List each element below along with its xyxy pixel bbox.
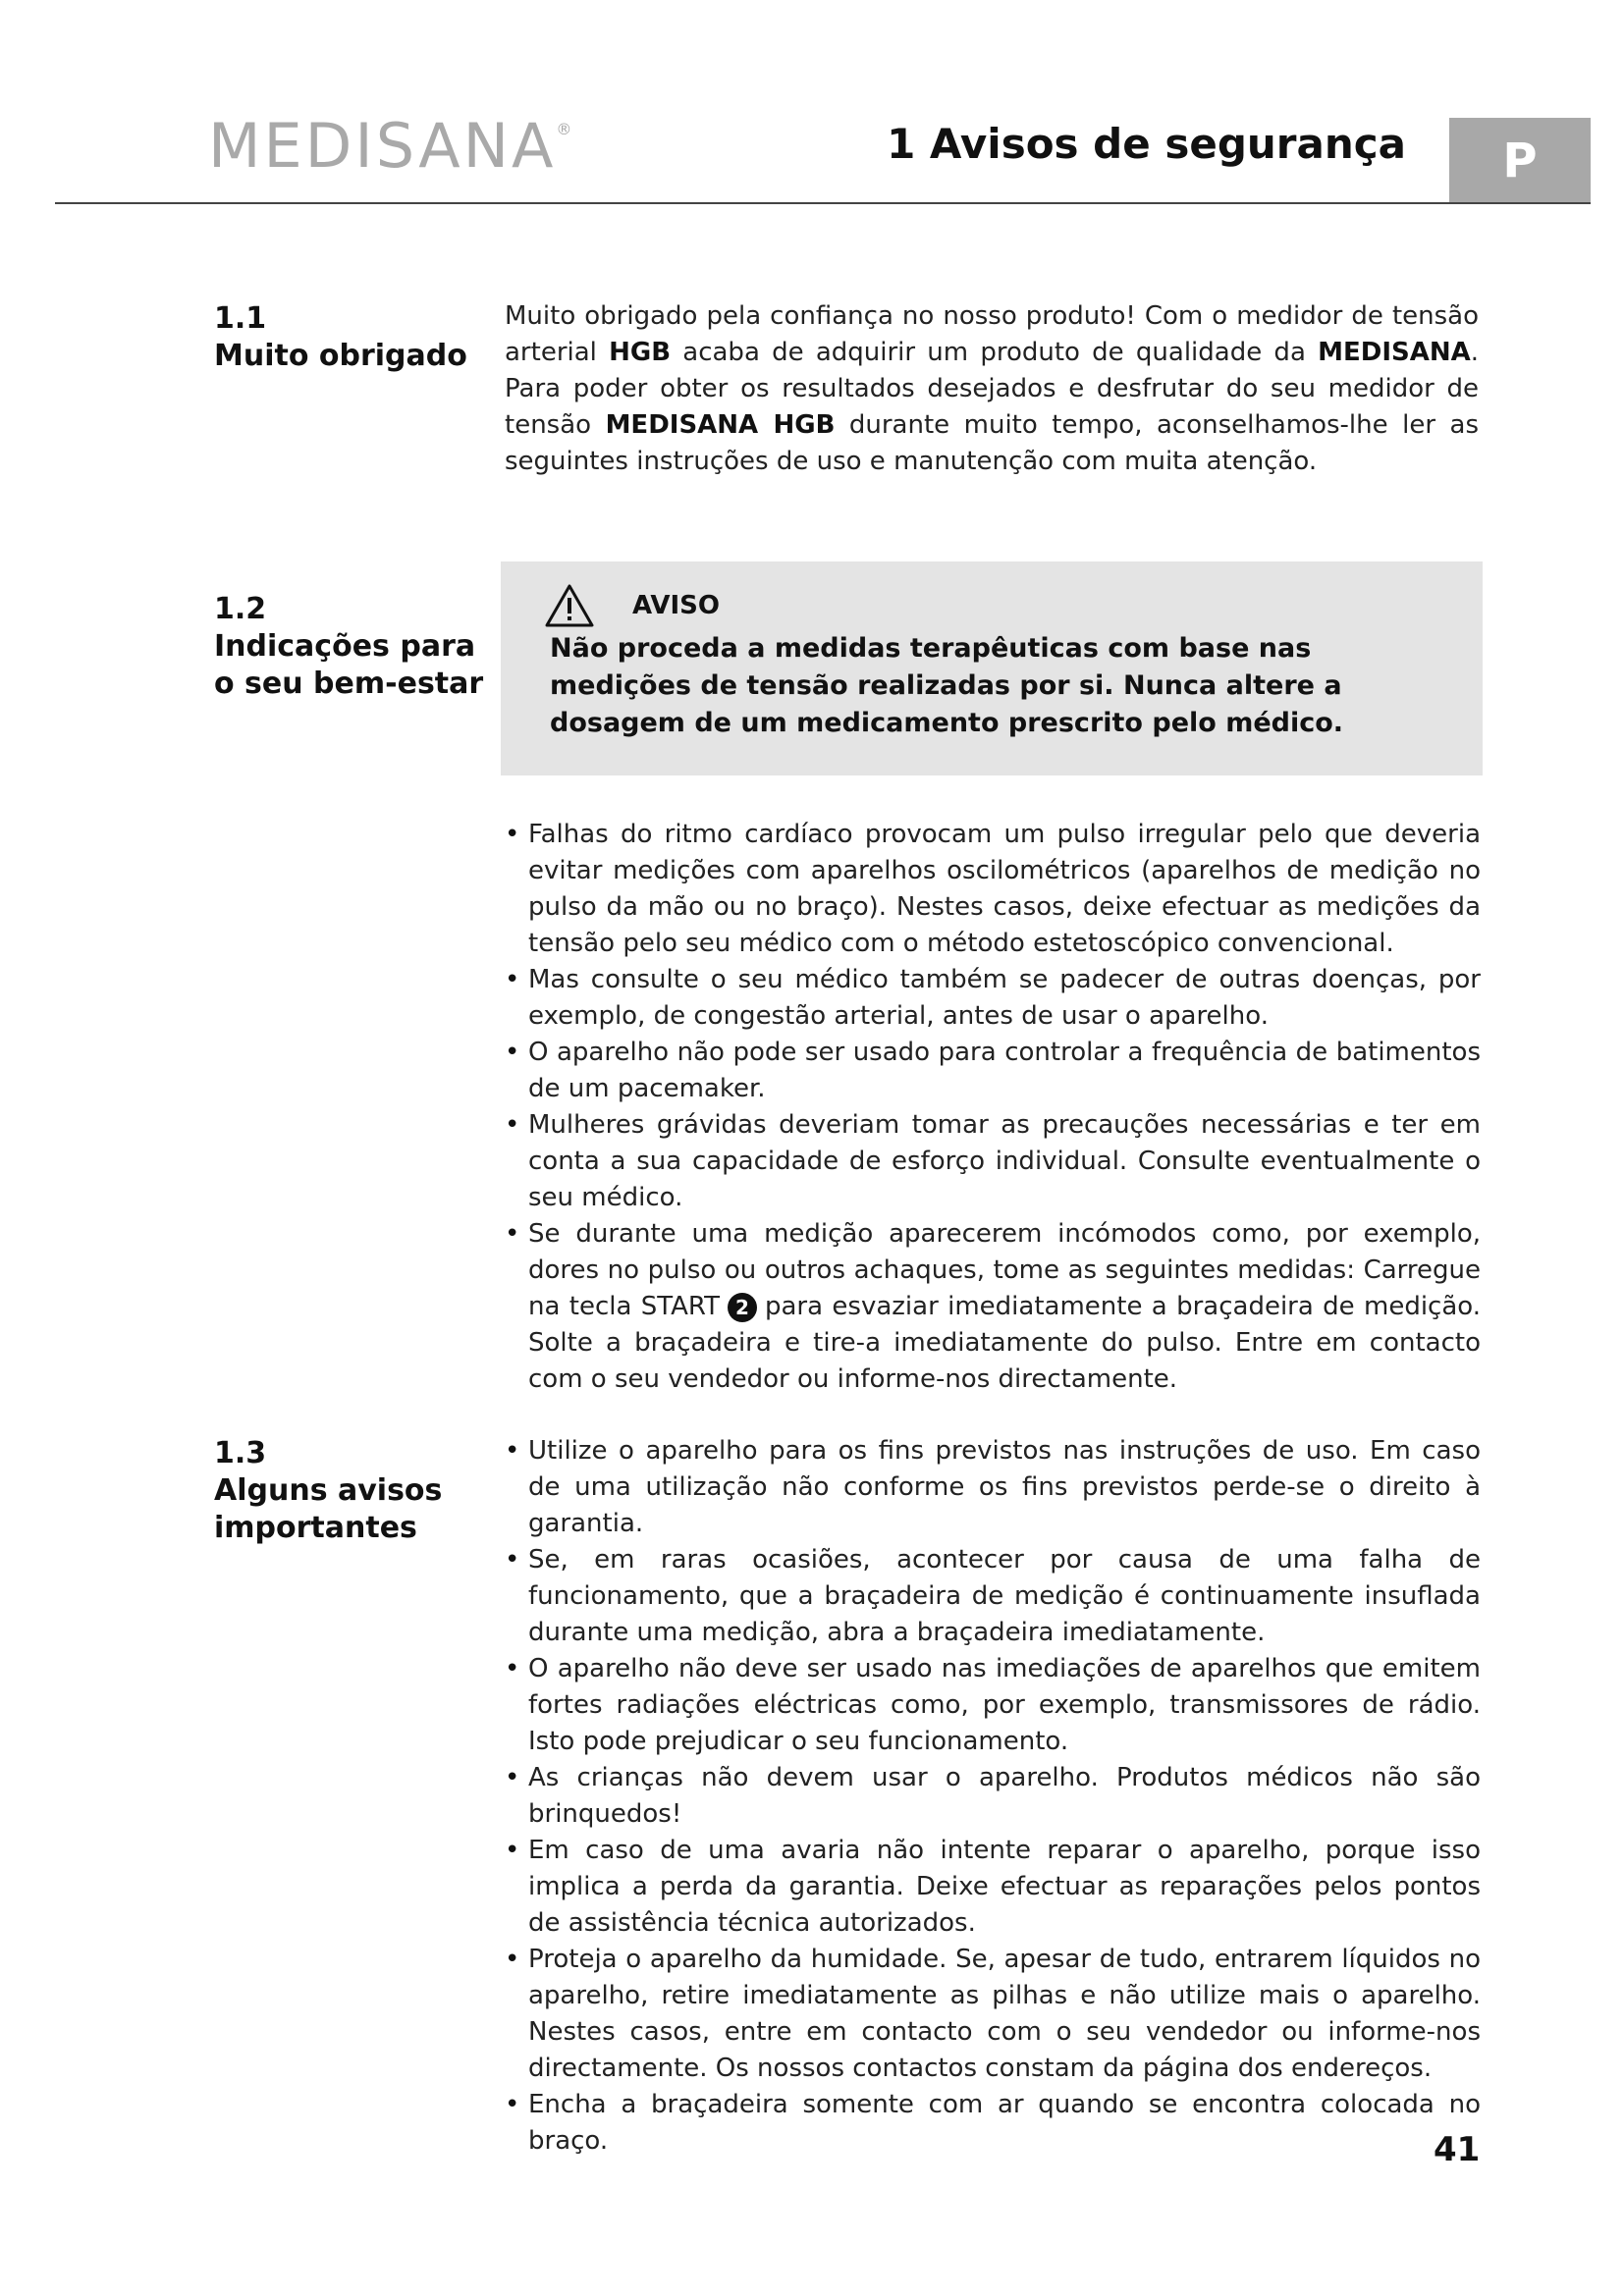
start-button-number-badge: 2 — [728, 1293, 757, 1322]
warning-box — [501, 561, 1483, 775]
list-item: • O aparelho não pode ser usado para controlar a frequência de batimentos de um pacemaker. — [505, 1035, 1481, 1107]
section-1-2-heading — [214, 591, 484, 703]
warning-triangle-icon — [544, 583, 595, 628]
language-tab: P — [1449, 118, 1591, 204]
warning-text: Não proceda a medidas terapêuticas com base nas medições de tensão realizadas por si. Nunca altere a dosagem de um medicamento prescrito pelo médico. — [550, 633, 1344, 738]
section-1-1-paragraph: Muito obrigado pela confiança no nosso produto! Com o medidor de tensão arterial HGB acaba de adquirir um produto de qualidade da MEDISANA. Para poder obter os resultados desejados e desfrutar do seu medidor de tensão MEDISANA HGB durante muito tempo, aconselhamos-lhe ler as seguintes instruções de uso e manutenção com muita atenção. — [505, 301, 1479, 476]
section-number: 1.2 — [214, 592, 267, 626]
list-item: • Mas consulte o seu médico também se padecer de outras doenças, por exemplo, de congestão arterial, antes de usar o aparelho. — [505, 962, 1481, 1035]
list-item: • Em caso de uma avaria não intente reparar o aparelho, porque isso implica a perda da garantia. Deixe efectuar as reparações pelos pontos de assistência técnica autorizados. — [505, 1833, 1481, 1942]
list-item: • Se, em raras ocasiões, acontecer por causa de uma falha de funcionamento, que a braçadeira de medição é continuamente insuflada durante uma medição, abra a braçadeira imediatamente. — [505, 1542, 1481, 1651]
section-title-line: Indicações para — [214, 629, 476, 664]
list-item: • O aparelho não deve ser usado nas imediações de aparelhos que emitem fortes radiações eléctricas como, por exemplo, transmissores de rádio. Isto pode prejudicar o seu funcionamento. — [505, 1651, 1481, 1760]
header-divider — [55, 202, 1591, 204]
list-item: • Mulheres grávidas deveriam tomar as precauções necessárias e ter em conta a sua capacidade de esforço individual. Consulte eventualmente o seu médico. — [505, 1107, 1481, 1216]
logo-registered-mark: ® — [556, 120, 575, 138]
section-1-3-heading — [214, 1435, 469, 1547]
list-item: • Proteja o aparelho da humidade. Se, apesar de tudo, entrarem líquidos no aparelho, retire imediatamente as pilhas e não utilize mais o aparelho. Nestes casos, entre em contacto com o seu vendedor ou informe-nos directamente. Os nossos contactos constam da página dos endereços. — [505, 1942, 1481, 2087]
section-number: 1.1 — [214, 301, 267, 336]
section-title-line: Muito obrigado — [214, 339, 467, 373]
logo-text: MEDISANA — [208, 110, 557, 182]
list-item: • Encha a braçadeira somente com ar quando se encontra colocada no braço. — [505, 2087, 1481, 2160]
list-item: • As crianças não devem usar o aparelho. Produtos médicos não são brinquedos! — [505, 1760, 1481, 1833]
section-number: 1.3 — [214, 1436, 267, 1470]
medisana-logo — [208, 110, 575, 182]
list-item: • Utilize o aparelho para os fins previstos nas instruções de uso. Em caso de uma utilização não conforme os fins previstos perde-se o direito à garantia. — [505, 1433, 1481, 1542]
section-title-line: o seu bem-estar — [214, 667, 484, 701]
section-title-line: Alguns avisos — [214, 1473, 443, 1508]
list-item: • Se durante uma medição aparecerem incómodos como, por exemplo, dores no pulso ou outros achaques, tome as seguintes medidas: Carregue na tecla START 2 para esvaziar imediatamente a braçadeira de medição. Solte a braçadeira e tire-a imediatamente do pulso. Entre em contacto com o seu vendedor ou informe-nos directamente. — [505, 1216, 1481, 1398]
list-item: • Falhas do ritmo cardíaco provocam um pulso irregular pelo que deveria evitar medições com aparelhos oscilométricos (aparelhos de medição no pulso da mão ou no braço). Nestes casos, deixe efectuar as medições da tensão pelo seu médico com o método estetoscópico convencional. — [505, 817, 1481, 962]
page-number: 41 — [1434, 2130, 1481, 2169]
section-1-1-heading — [214, 300, 469, 375]
warning-label: AVISO — [632, 591, 720, 620]
section-1-3-bullet-list — [505, 1433, 1481, 2160]
brand-name: MEDISANA — [1318, 338, 1471, 367]
product-name: HGB — [609, 338, 672, 367]
section-title-line: importantes — [214, 1511, 417, 1545]
page-title: 1 Avisos de segurança — [887, 120, 1406, 168]
brand-product-name: MEDISANA HGB — [605, 410, 836, 440]
section-1-2-bullet-list — [505, 817, 1481, 1398]
